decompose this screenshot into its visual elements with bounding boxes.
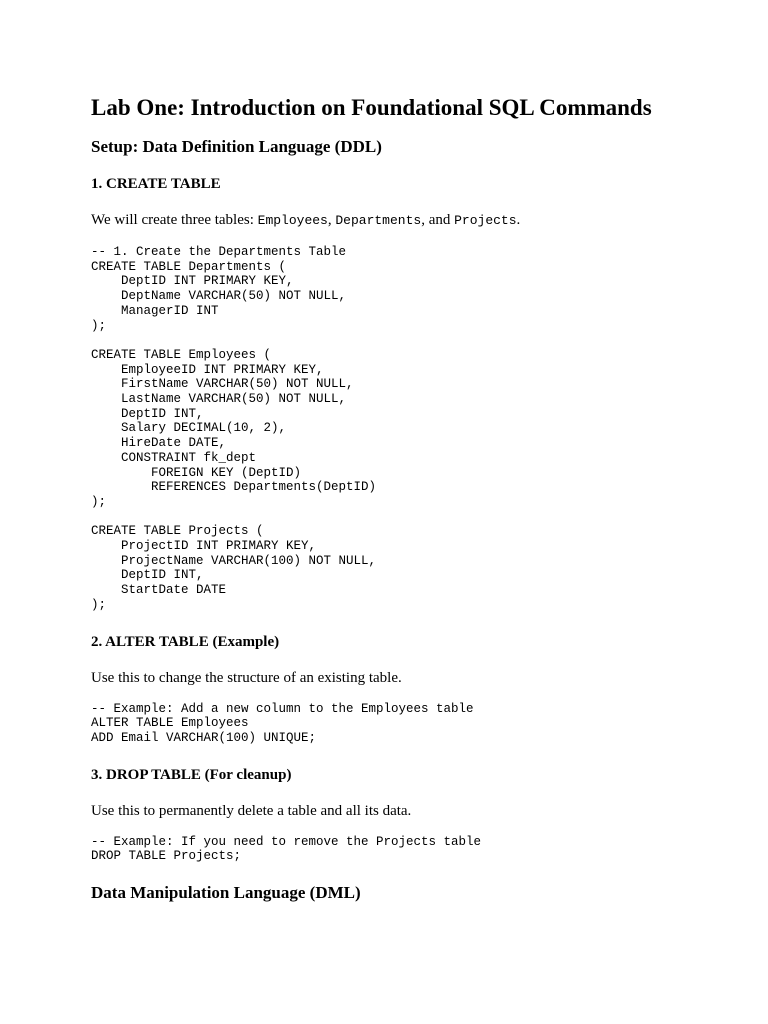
intro-suffix: . <box>516 212 521 228</box>
create-table-intro <box>91 210 731 231</box>
subheading-alter-table: 2. ALTER TABLE (Example) <box>91 633 280 650</box>
inline-code-employees: Employees <box>257 213 328 228</box>
intro-sep-1: , <box>327 212 336 228</box>
drop-table-description: Use this to permanently delete a table and all its data. <box>91 802 412 819</box>
intro-sep-2: , and <box>421 212 455 228</box>
document-body <box>91 94 731 904</box>
section-heading-ddl: Setup: Data Definition Language (DDL) <box>91 137 382 156</box>
intro-prefix: We will create three tables: <box>91 212 258 228</box>
section-heading-dml: Data Manipulation Language (DML) <box>91 883 361 903</box>
page-title: Lab One: Introduction on Foundational SQL Commands <box>91 95 652 120</box>
subheading-create-table: 1. CREATE TABLE <box>91 176 221 192</box>
code-block-create-tables: -- 1. Create the Departments Table CREATE TABLE Departments ( DeptID INT PRIMARY KEY, DeptName VARCHAR(50) NOT NULL, ManagerID INT ); CREATE TABLE Employees ( EmployeeID INT PRIMARY KEY, FirstName VARCHAR(50) NOT NULL, LastName VARCHAR(50) NOT NULL, DeptID INT, Salary DECIMAL(10, 2), HireDate DATE, CONSTRAINT fk_dept FOREIGN KEY (DeptID) REFERENCES Departments(DeptID) ); CREATE TABLE Projects ( ProjectID INT PRIMARY KEY, ProjectName VARCHAR(100) NOT NULL, DeptID INT, StartDate DATE ); <box>91 245 377 612</box>
alter-table-description: Use this to change the structure of an existing table. <box>91 669 402 686</box>
inline-code-departments: Departments <box>335 213 422 228</box>
code-block-drop-table: -- Example: If you need to remove the Projects table DROP TABLE Projects; <box>91 834 482 864</box>
subheading-drop-table: 3. DROP TABLE (For cleanup) <box>91 766 292 783</box>
inline-code-projects: Projects <box>454 213 517 228</box>
code-block-alter-table: -- Example: Add a new column to the Employees table ALTER TABLE Employees ADD Email VARCHAR(100) UNIQUE; <box>91 701 474 745</box>
